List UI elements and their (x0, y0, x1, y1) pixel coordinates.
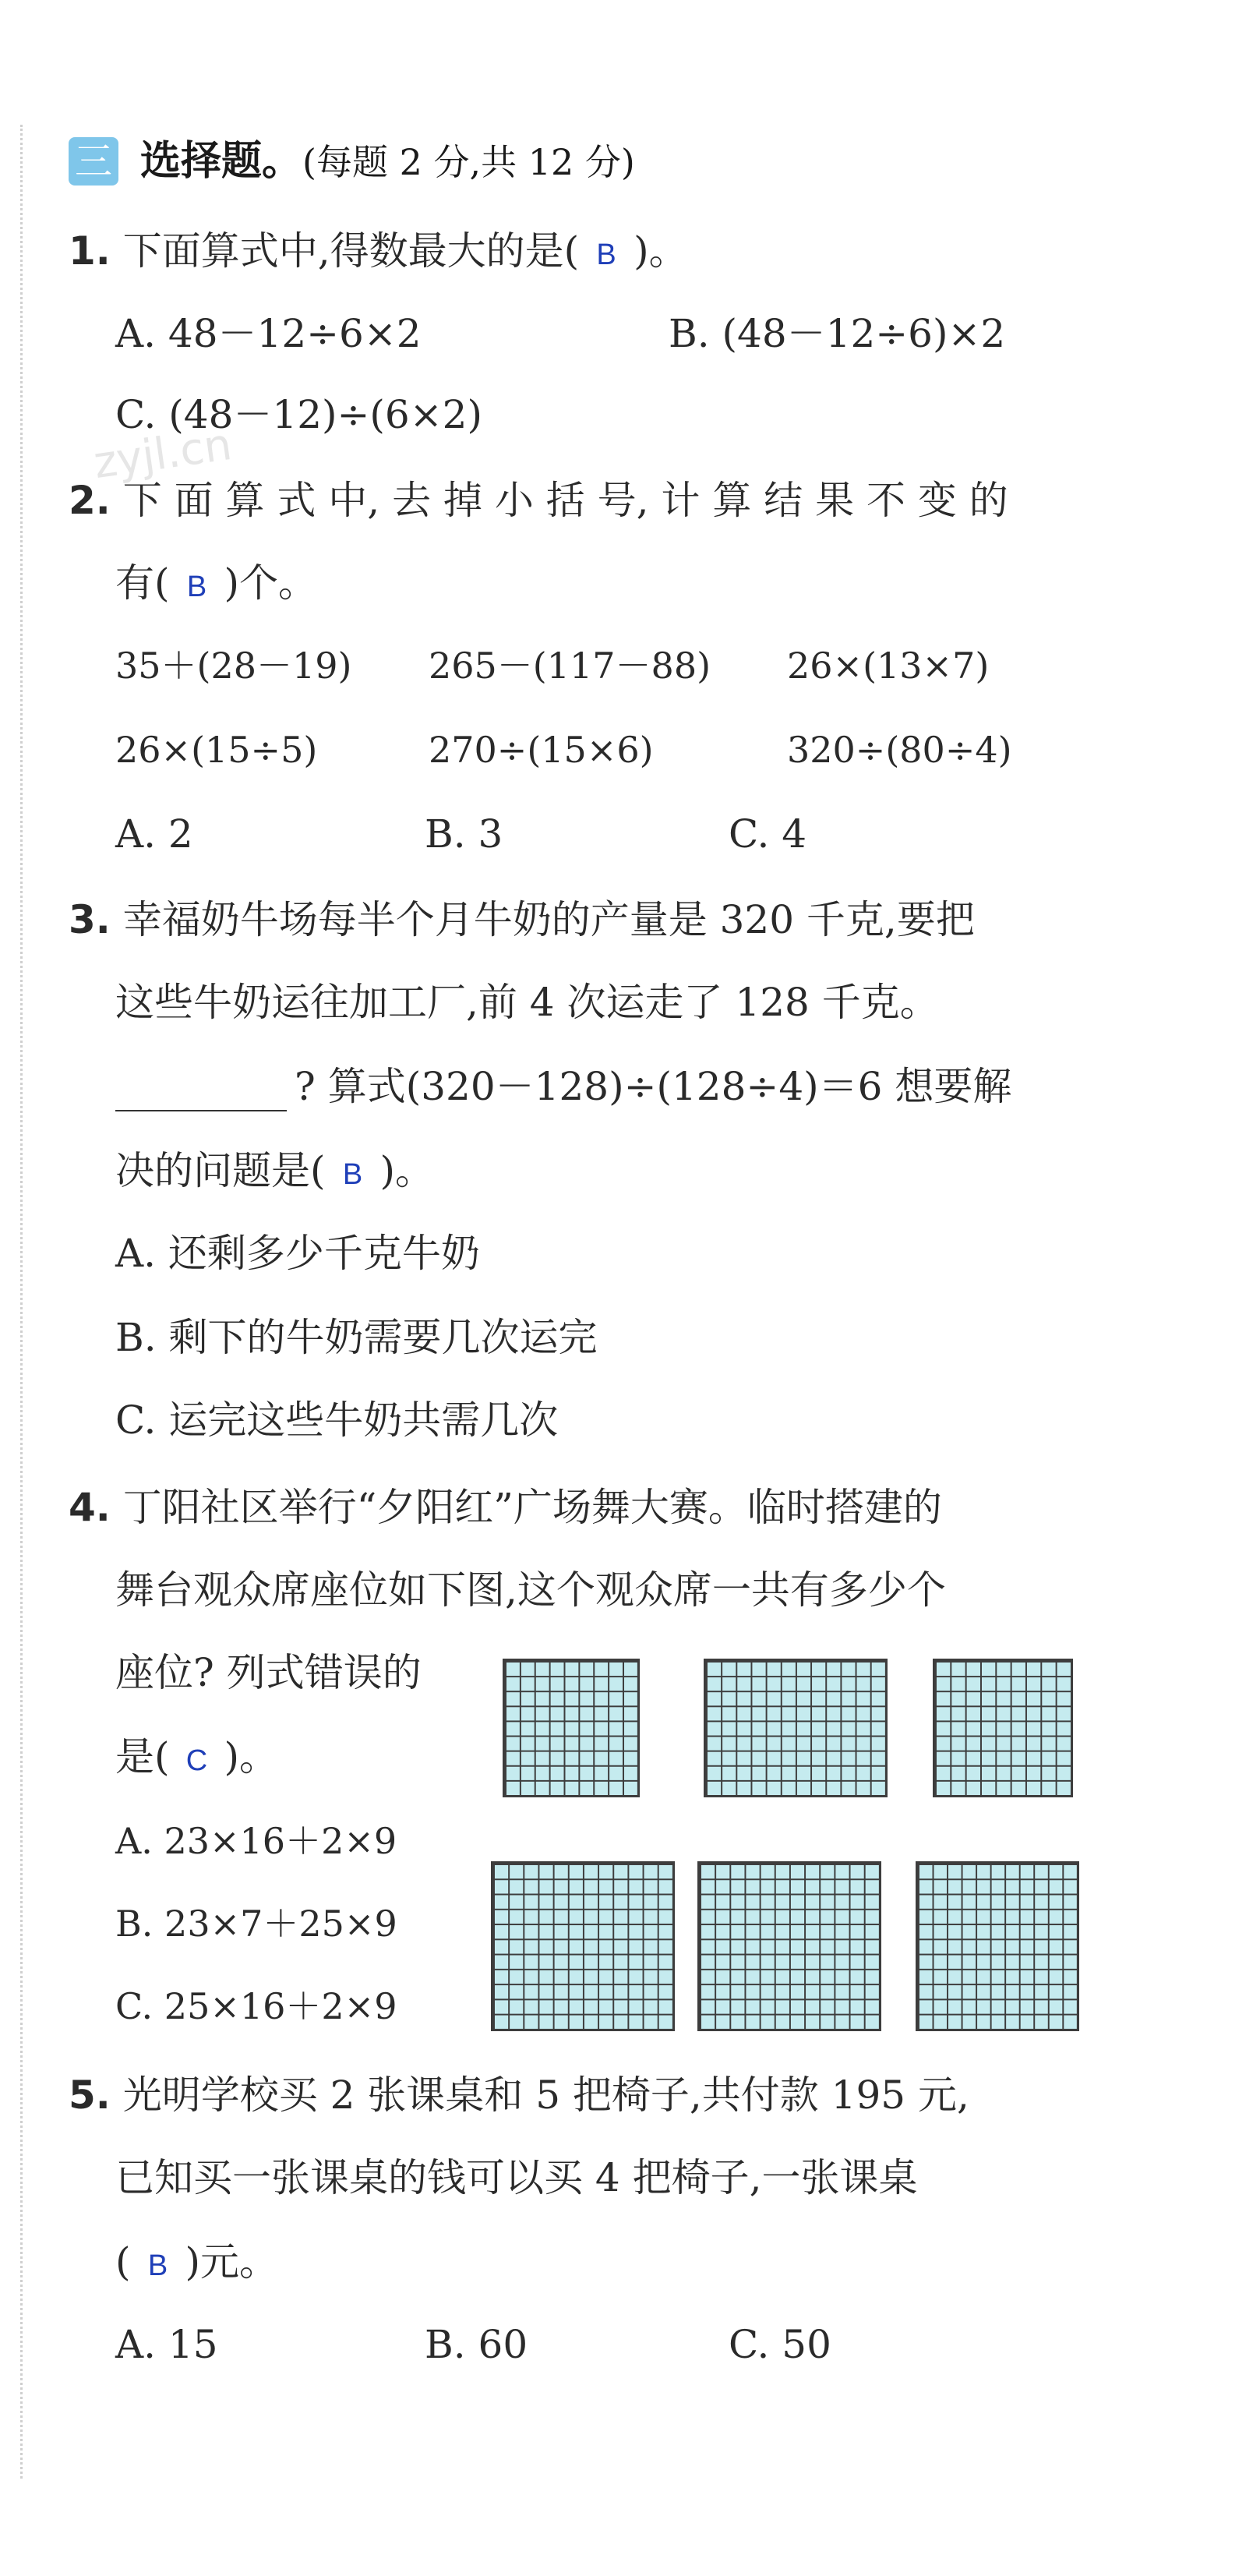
q2-expr-6: 320÷(80÷4) (787, 729, 1012, 771)
q4-line1-text: 丁阳社区举行“夕阳红”广场舞大赛。临时搭建的 (122, 1485, 942, 1530)
q4-option-b: B. 23×7＋25×9 (115, 1903, 397, 1945)
q5-answer: B (147, 2249, 168, 2282)
q3-line4 (115, 1146, 434, 1200)
q2-option-b: B. 3 (425, 811, 503, 857)
watermark: zyjl.cn (90, 419, 235, 489)
q5-line1 (69, 2070, 969, 2120)
q5-option-b: B. 60 (425, 2322, 528, 2367)
q2-number: 2. (69, 478, 111, 523)
q2-stem-line1 (69, 475, 1008, 525)
q3-line2: 这些牛奶运往加工厂,前 4 次运走了 128 千克。 (115, 980, 939, 1025)
q1-option-c: C. (48－12)÷(6×2) (115, 392, 482, 437)
q2-expr-3: 26×(13×7) (787, 645, 990, 687)
q4-line1 (69, 1482, 942, 1532)
q3-number: 3. (69, 897, 111, 942)
q2-stem-after: )个。 (224, 560, 318, 606)
section-title (140, 134, 635, 189)
q2-option-a: A. 2 (115, 811, 193, 857)
q3-fill-blank (115, 1079, 287, 1111)
seat-block-top-left (503, 1659, 640, 1797)
seat-block-bottom-middle (697, 1861, 881, 2031)
q4-option-a: A. 23×16＋2×9 (115, 1820, 397, 1862)
section-badge: 三 (69, 137, 118, 186)
q2-expr-1: 35＋(28－19) (115, 645, 352, 687)
q3-line4-before: 决的问题是( (115, 1148, 326, 1193)
q3-line3-text: ? 算式(320－128)÷(128÷4)＝6 想要解 (295, 1064, 1012, 1109)
q3-line3 (115, 1062, 1011, 1111)
q3-option-b: B. 剩下的牛奶需要几次运完 (115, 1315, 598, 1360)
q4-answer: C (185, 1744, 208, 1777)
seat-block-top-right (933, 1659, 1073, 1797)
seat-block-bottom-right (916, 1861, 1079, 2031)
q5-line3-after: )元。 (185, 2239, 279, 2284)
q4-number: 4. (69, 1485, 111, 1530)
q3-option-a: A. 还剩多少千克牛奶 (115, 1231, 480, 1276)
q3-line1 (69, 895, 975, 945)
q4-line4-before: 是( (115, 1734, 170, 1779)
q5-option-c: C. 50 (729, 2322, 831, 2367)
q3-answer: B (342, 1158, 363, 1191)
q3-line1-text: 幸福奶牛场每半个月牛奶的产量是 320 千克,要把 (122, 897, 975, 942)
q4-line2: 舞台观众席座位如下图,这个观众席一共有多少个 (115, 1567, 946, 1613)
q5-line1-text: 光明学校买 2 张课桌和 5 把椅子,共付款 195 元, (122, 2072, 969, 2118)
q2-answer: B (186, 571, 207, 603)
section-score-note: (每题 2 分,共 12 分) (302, 141, 635, 183)
q2-stem-line1-text: 下 面 算 式 中, 去 掉 小 括 号, 计 算 结 果 不 变 的 (122, 478, 1008, 523)
q2-stem-before: 有( (115, 560, 170, 606)
q4-line4-after: )。 (224, 1734, 279, 1779)
q1-stem (69, 226, 688, 280)
q2-expr-4: 26×(15÷5) (115, 729, 318, 771)
q4-line3: 座位? 列式错误的 (115, 1650, 422, 1695)
q4-option-c: C. 25×16＋2×9 (115, 1985, 397, 2027)
q1-option-b: B. (48－12÷6)×2 (669, 311, 1006, 356)
q3-line4-after: )。 (379, 1148, 435, 1193)
q4-line4 (115, 1732, 278, 1786)
q1-option-a: A. 48－12÷6×2 (115, 311, 422, 356)
q3-option-c: C. 运完这些牛奶共需几次 (115, 1398, 559, 1443)
section-title-text: 选择题。 (140, 138, 303, 185)
q2-stem-line2 (115, 558, 317, 612)
q5-option-a: A. 15 (115, 2322, 218, 2367)
seat-block-bottom-left (491, 1861, 675, 2031)
q2-expr-2: 265－(117－88) (429, 645, 711, 687)
q1-answer: B (596, 239, 616, 271)
q5-line3 (115, 2237, 278, 2291)
q5-number: 5. (69, 2072, 111, 2118)
q1-number: 1. (69, 228, 111, 274)
q2-expr-5: 270÷(15×6) (429, 729, 654, 771)
q5-line3-before: ( (115, 2239, 131, 2284)
binding-margin-line (20, 125, 23, 2479)
seat-block-top-middle (704, 1659, 888, 1797)
q1-stem-after: )。 (634, 228, 688, 274)
q2-option-c: C. 4 (729, 811, 807, 857)
q5-line2: 已知买一张课桌的钱可以买 4 把椅子,一张课桌 (115, 2155, 918, 2200)
q1-stem-before: 下面算式中,得数最大的是( (122, 228, 580, 274)
